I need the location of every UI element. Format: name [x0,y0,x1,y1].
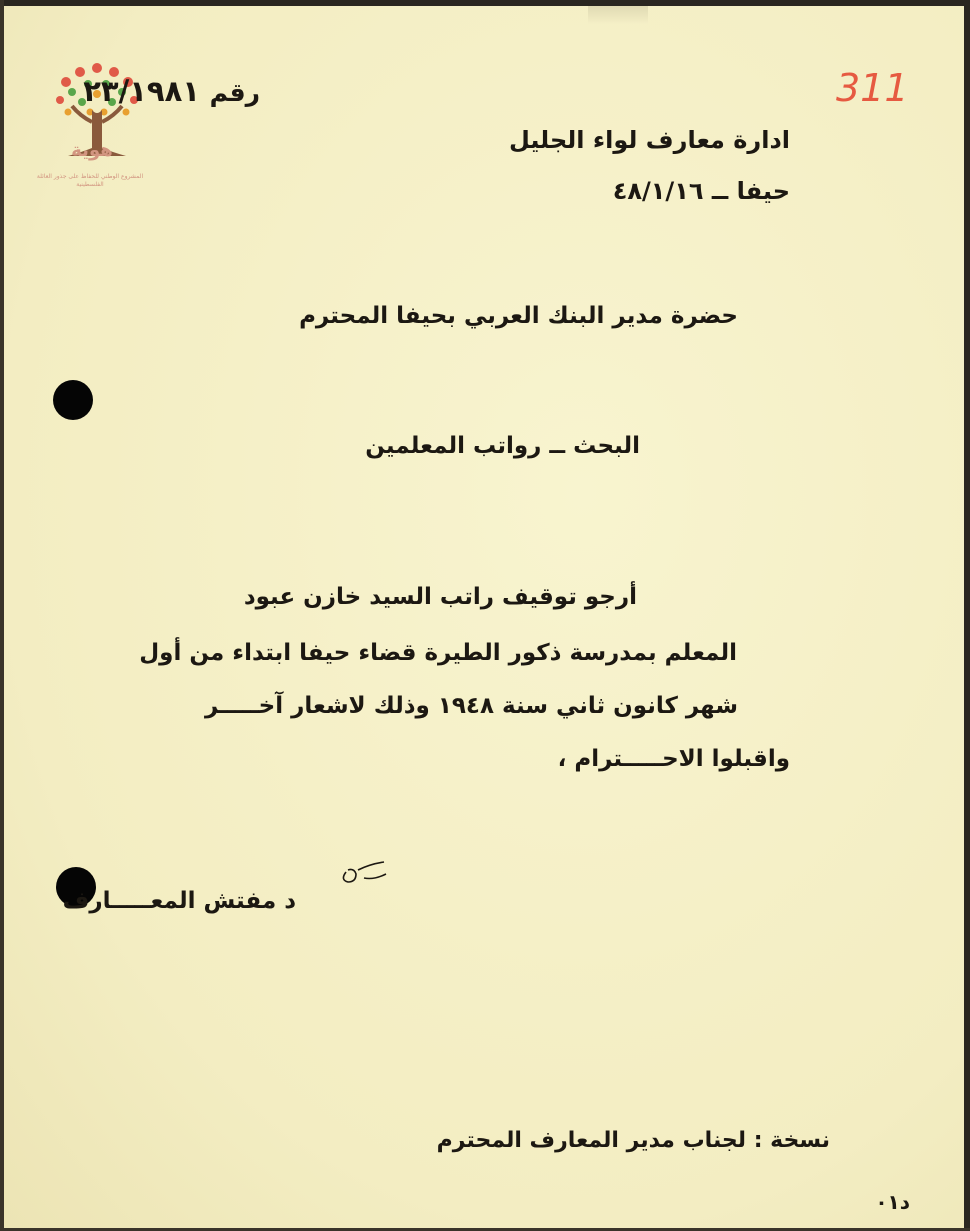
reference-label: رقم [209,78,260,107]
department-heading: ادارة معارف لواء الجليل [508,126,790,154]
subject-line: البحث ــ رواتب المعلمين [365,433,640,459]
date-line: حيفا ــ ٤٨/١/١٦ [612,177,790,205]
tree-logo-icon [42,34,152,196]
punch-hole-top [53,380,93,420]
handwritten-signature [330,848,400,888]
scan-edge-left [0,0,4,1231]
reference-number: ٢٣/١٩٨١ [83,74,200,108]
copy-note: نسخة : لجناب مدير المعارف المحترم [436,1128,830,1153]
body-line-3: شهر كانون ثاني سنة ١٩٤٨ وذلك لاشعار آخـــــر [205,693,738,719]
scan-edge-top [0,0,970,6]
scan-edge-right [964,0,970,1231]
body-line-2: المعلم بمدرسة ذكور الطيرة قضاء حيفا ابتداء من أول [139,640,737,666]
watermark-name: هوية [71,140,113,161]
footer-code: د٠١ [875,1190,910,1214]
addressee-line: حضرة مدير البنك العربي بحيفا المحترم [299,303,738,329]
signature-title: د مفتش المعـــــارف [62,888,296,914]
handwritten-page-number: 311 [836,66,909,110]
watermark-tagline: المشروع الوطني للحفاظ على جذور العائلة الفلسطينية [36,173,144,188]
scan-smudge [588,6,648,24]
body-line-4: واقبلوا الاحـــــترام ، [557,746,790,772]
body-line-1: أرجو توقيف راتب السيد خازن عبود [243,584,637,610]
